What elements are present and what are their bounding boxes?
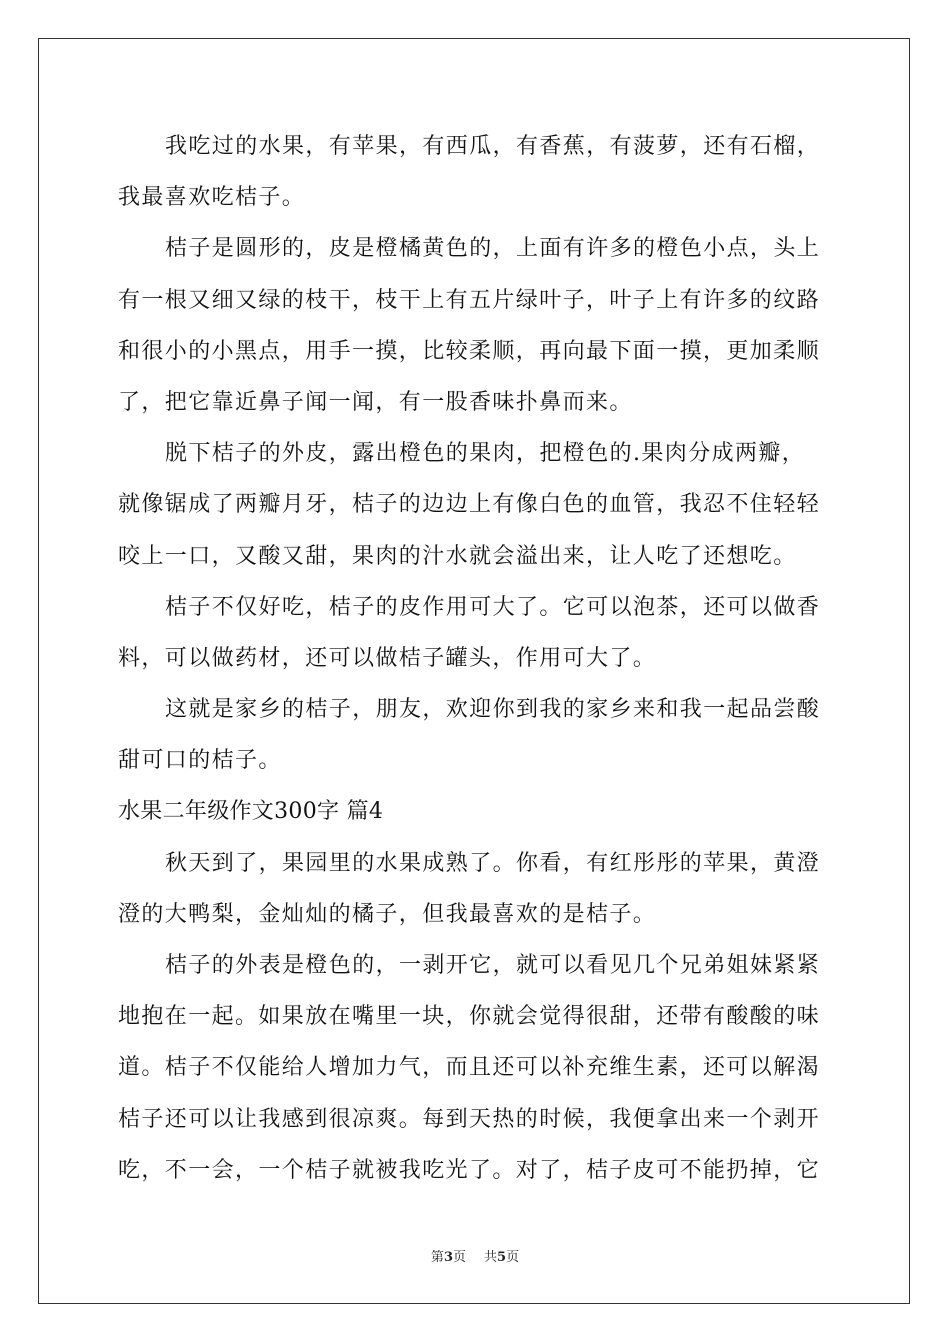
paragraph-line: 了，把它靠近鼻子闻一闻，有一股香味扑鼻而来。 [118, 389, 633, 415]
current-page-number: 3 [443, 1250, 453, 1265]
total-pages-number: 5 [497, 1250, 507, 1265]
document-body [118, 124, 838, 1199]
paragraph-line: 澄的大鸭梨，金灿灿的橘子，但我最喜欢的是桔子。 [118, 901, 657, 927]
page-number-suffix: 页 [452, 1250, 466, 1265]
paragraph-line: 脱下桔子的外皮，露出橙色的果肉，把橙色的.果肉分成两瓣， [165, 441, 806, 467]
section-heading: 水果二年级作文300字 篇4 [118, 799, 384, 825]
paragraph-line: 料，可以做药材，还可以做桔子罐头，作用可大了。 [118, 645, 657, 671]
paragraph-line: 就像锯成了两瓣月牙，桔子的边边上有像白色的血管，我忍不住轻轻 [118, 492, 821, 518]
paragraph-line: 吃，不一会，一个桔子就被我吃光了。对了，桔子皮可不能扔掉，它 [118, 1157, 821, 1183]
paragraph-line: 有一根又细又绿的枝干，枝干上有五片绿叶子，叶子上有许多的纹路 [118, 287, 821, 313]
paragraph-line: 我吃过的水果，有苹果，有西瓜，有香蕉，有菠萝，还有石榴， [165, 134, 821, 159]
total-pages-suffix: 页 [506, 1250, 520, 1265]
total-pages-prefix: 共 [484, 1250, 498, 1265]
paragraph-line: 咬上一口，又酸又甜，果肉的汁水就会溢出来，让人吃了还想吃。 [118, 543, 797, 569]
page-number-prefix: 第 [430, 1250, 444, 1265]
paragraph-line: 秋天到了，果园里的水果成熟了。你看，有红彤彤的苹果，黄澄 [165, 850, 821, 876]
paragraph-line: 桔子的外表是橙色的，一剥开它，就可以看见几个兄弟姐妹紧紧 [165, 953, 821, 978]
paragraph-line: 地抱在一起。如果放在嘴里一块，你就会觉得很甜，还带有酸酸的味 [118, 1004, 821, 1030]
paragraph-line: 道。桔子不仅能给人增加力气，而且还可以补充维生素，还可以解渴 [118, 1055, 821, 1081]
paragraph-line: 桔子是圆形的，皮是橙橘黄色的，上面有许多的橙色小点，头上 [165, 236, 821, 262]
page-footer [0, 1246, 950, 1265]
paragraph-line: 和很小的小黑点，用手一摸，比较柔顺，再向最下面一摸，更加柔顺 [118, 338, 821, 364]
paragraph-line: 甜可口的桔子。 [118, 748, 282, 774]
paragraph-line: 我最喜欢吃桔子。 [118, 185, 306, 211]
paragraph-line: 这就是家乡的桔子，朋友，欢迎你到我的家乡来和我一起品尝酸 [165, 697, 821, 723]
paragraph-line: 桔子不仅好吃，桔子的皮作用可大了。它可以泡茶，还可以做香 [165, 594, 821, 620]
paragraph-line: 桔子还可以让我感到很凉爽。每到天热的时候，我便拿出来一个剥开 [118, 1106, 821, 1132]
